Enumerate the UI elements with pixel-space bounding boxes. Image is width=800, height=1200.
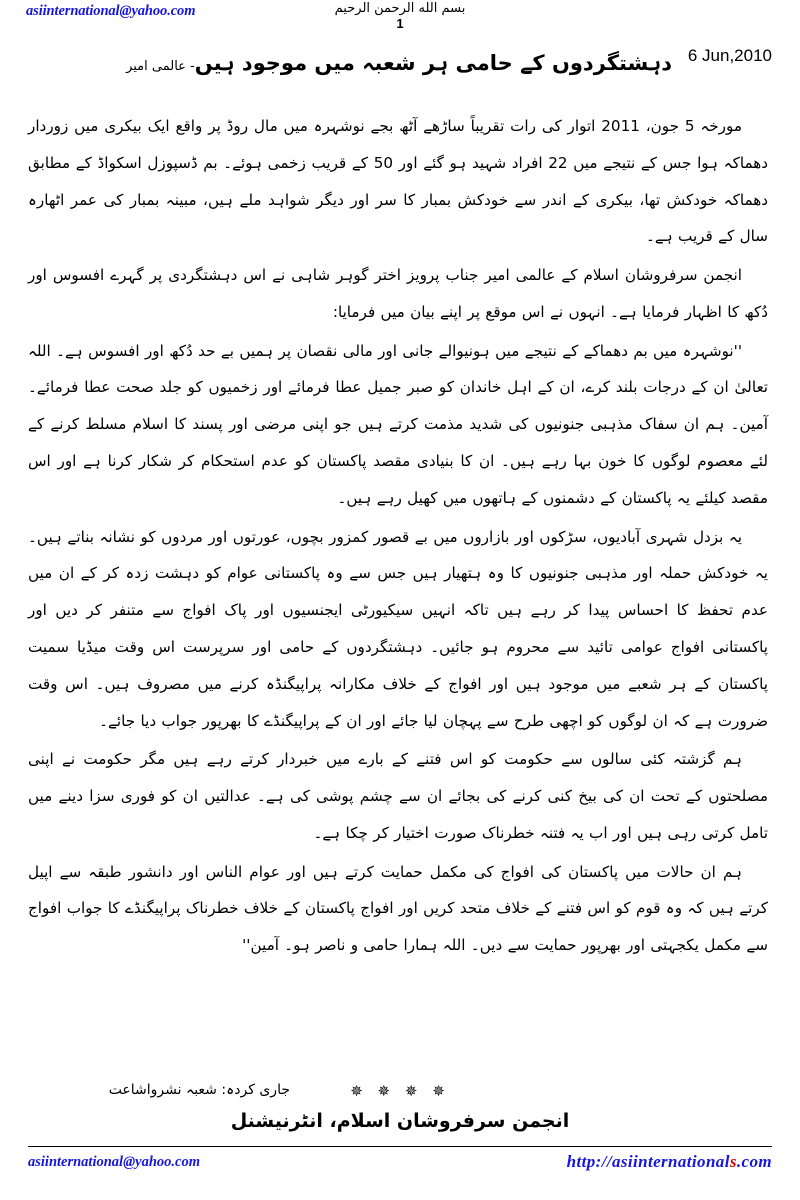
body-paragraph-quote: ہم گزشتہ کئی سالوں سے حکومت کو اس فتنے کے بارے میں خبردار کرتے رہے ہیں مگر حکومت نے اپنی مصلحتوں کے تحت ان کی بیخ کنی کرنے کی بجائے ان سے چشم پوشی کی ہے۔ عدالتیں ان کو فوری سزا دینے میں تامل کرتی رہی ہیں اور اب یہ فتنہ خطرناک صورت اختیار کر چکا ہے۔ [28,750,768,842]
body-paragraph-quote: ''نوشہرہ میں بم دھماکے کے نتیجے میں ہونیوالے جانی اور مالی نقصان پر ہمیں بے حد دُکھ اور افسوس ہے۔ اللہ تعالیٰ ان کے درجات بلند کرے، ان کے اہل خاندان کو صبر جمیل عطا فرمائے اور زخمیوں کو جلد صحت عطا فرمائے۔ آمین۔ ہم ان سفاک مذہبی جنونیوں کی شدید مذمت کرتے ہیں جو اپنی مرضی اور پسند کا اسلام مسلط کرنے کے لئے معصوم لوگوں کا خون بہا رہے ہیں۔ ان کا بنیادی مقصد پاکستان کو عدم استحکام کر شکار کرنا ہے اور اس مقصد کیلئے یہ پاکستان کے دشمنوں کے ہاتھوں میں کھیل رہے ہیں۔ [28,341,768,507]
document-body [28,108,768,966]
body-paragraph: انجمن سرفروشان اسلام کے عالمی امیر جناب پرویز اختر گوہر شاہی نے اس دہشتگردی پر گہرے افسوس اور دُکھ کا اظہار فرمایا ہے۔ انہوں نے اس موقع پر اپنے بیان میں فرمایا: [28,266,768,321]
title-row [0,40,800,102]
page-title-byline: - عالمی امیر [126,59,195,74]
document-header [0,0,800,34]
diamond-separator-icon: ✵ ✵ ✵ ✵ [350,1082,450,1100]
page-title [72,48,672,78]
footer-contact-row [0,1152,800,1182]
bismillah-block [0,2,800,16]
website-suffix: .com [736,1152,772,1171]
body-paragraph-quote: یہ بزدل شہری آبادیوں، سڑکوں اور بازاروں میں بے قصور کمزور بچوں، عورتوں اور مردوں کو نشانہ بناتے ہیں۔ یہ خودکش حملہ اور مذہبی جنونیوں کا وہ ہتھیار ہیں جس سے وہ پاکستانی عوام کو دہشت زدہ کر کے ان میں عدم تحفظ کا احساس پیدا کر رہے ہیں تاکہ انہیں سیکیورٹی ایجنسیوں اور پاک افواج سے متنفر کر دیں اور پاکستانی افواج عوامی تائید سے محروم ہو جائیں۔ دہشتگردوں کے حامی اور سرپرست اس وقت میڈیا سمیت پاکستان کے ہر شعبے میں موجود ہیں اور افواج کے خلاف مکارانہ پراپیگنڈہ کرنے میں مصروف ہیں۔ اس وقت ضرورت ہے کہ ان لوگوں کو اچھی طرح سے پہچان لیا جائے اور ان کے پراپیگنڈے کا بھرپور جواب دیا جائے۔ [28,527,768,730]
header-email-link[interactable]: asiinternational@yahoo.com [26,3,196,19]
page-title-text: دہشتگردوں کے حامی ہر شعبہ میں موجود ہیں [194,51,672,75]
organization-name: انجمن سرفروشان اسلام، انٹرنیشنل [230,1110,570,1132]
issued-by-label: جاری کردہ: شعبہ نشرواشاعت [108,1082,290,1098]
page-number: 1 [396,16,404,31]
website-highlight: s [729,1152,737,1171]
bismillah-text: بسم الله الرحمن الرحيم [334,1,466,16]
footer-email-link[interactable]: asiinternational@yahoo.com [28,1154,200,1170]
footer-website-link[interactable] [567,1152,772,1172]
footer-divider [28,1146,772,1147]
website-prefix: http://asiinternational [566,1152,730,1171]
issued-row [0,1082,800,1108]
body-paragraph: مورخہ 5 جون، 2011 اتوار کی رات تقریباً ساڑھے آٹھ بجے نوشہرہ میں مال روڈ پر واقع ایک بیکری میں زوردار دھماکہ ہوا جس کے نتیجے میں 22 افراد شہید ہو گئے اور 50 کے قریب زخمی ہوئے۔ بم ڈسپوزل اسکواڈ کے مطابق دھماکہ خودکش تھا، بیکری کے اندر سے خودکش بمبار کا سر اور دیگر شواہد ملے ہیں، مبینہ بمبار کی عمر اٹھارہ سال کے قریب ہے۔ [28,117,768,246]
body-paragraph-quote: ہم ان حالات میں پاکستان کی افواج کی مکمل حمایت کرتے ہیں اور عوام الناس اور دانشور طبقہ سے اپیل کرتے ہیں کہ وہ قوم کو اس فتنے کے خلاف متحد کریں اور افواج پاکستان کے خلاف خطرناک پراپیگنڈے کا جواب افواج سے مکمل یکجہتی اور بھرپور حمایت سے دیں۔ اللہ ہمارا حامی و ناصر ہو۔ آمین'' [28,862,768,955]
document-footer [0,1082,800,1200]
document-date: 6 Jun,2010 [687,46,772,65]
